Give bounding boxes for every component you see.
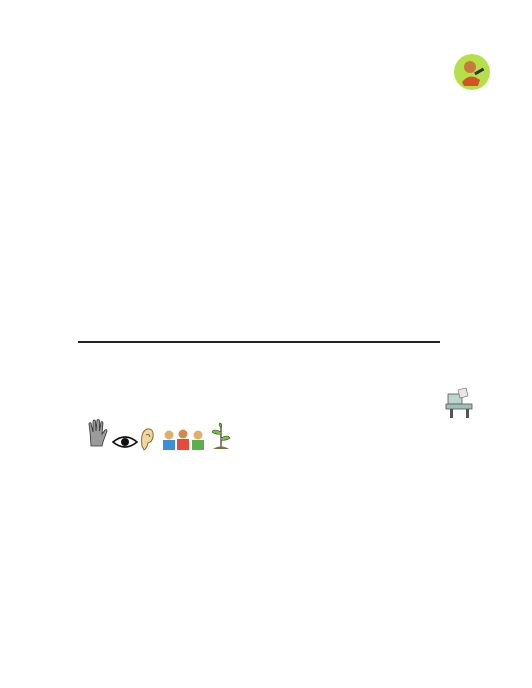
plant-icon <box>210 422 232 450</box>
teacher-icon <box>452 52 492 92</box>
hand-icon <box>86 418 110 448</box>
section-divider <box>78 341 440 343</box>
ear-icon <box>138 426 156 452</box>
desk-icon <box>444 386 476 420</box>
children-icon <box>160 428 208 452</box>
say-line <box>233 448 239 460</box>
eye-icon <box>112 434 138 450</box>
